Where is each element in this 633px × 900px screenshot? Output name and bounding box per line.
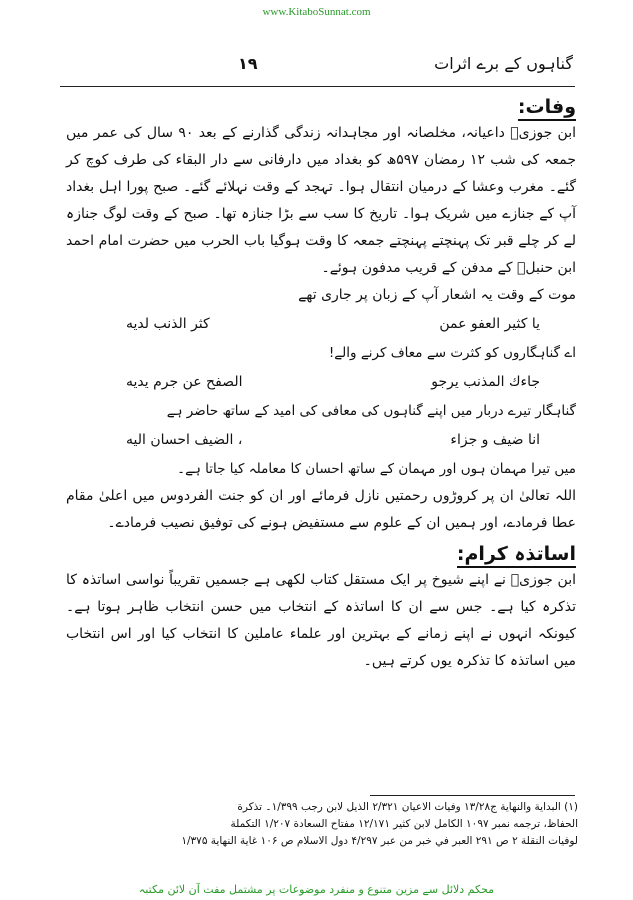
teachers-paragraph: ابن جوزیؒ نے اپنے شیوخ پر ایک مستقل کتاب لکھی ہے جسمیں تقریباً نواسی اساتذہ کا تذکرہ کیا ہے۔ جس سے ان کا اساتذہ کے انتخاب میں حسن انتخاب ظاہر ہوتا ہے۔ کیونکہ انہوں نے اپنے زمانے کے بہترین اور علماء عاملین کا انتخاب کیا اور اس انتخاب میں اساتذہ کا تذکرہ یوں کرتے ہیں۔ bbox=[66, 572, 576, 669]
death-heading: وفات: bbox=[66, 96, 576, 118]
verse-translation: میں تیرا مہمان ہوں اور مہمان کے ساتھ احسان کا معاملہ کیا جاتا ہے۔ bbox=[177, 461, 576, 477]
verse-second-half: كثر الذنب لديه bbox=[126, 316, 210, 332]
footer-banner: محکم دلائل سے مزین متنوع و منفرد موضوعات پر مشتمل مفت آن لائن مکتبہ bbox=[138, 883, 495, 896]
verse-line bbox=[66, 367, 576, 397]
footnote-line: لوفيات النقلة ۲ ص ۲۹۱ العبر في خبر من عبر ۴/۲۹۷ دول الاسلام ص ۱۰۶ غاية النهاية ۱/۳۷۵ bbox=[181, 835, 578, 847]
footnote-rule bbox=[370, 795, 575, 796]
prayer-paragraph: اللہ تعالیٰ ان پر کروڑوں رحمتیں نازل فرمائے اور ان کو جنت الفردوس میں اعلیٰ مقام عطا فرمادے، اور ہمیں ان کے علوم سے مستفیض ہونے کی توفیق نصیب فرمادے۔ bbox=[66, 488, 576, 531]
footnote-line: الحفاظ، ترجمه نمبر ۱۰۹۷ الكامل لابن كثير ۱۲/۱۷۱ مفتاح السعادة ۱/۲۰۷ التكملة bbox=[230, 818, 578, 830]
verse-translation: گناہگار تیرے دربار میں اپنے گناہوں کی معافی کی امید کے ساتھ حاضر ہے bbox=[166, 403, 576, 419]
header-rule bbox=[60, 86, 575, 87]
verse-translation: اے گناہگاروں کو کثرت سے معاف کرنے والے! bbox=[328, 345, 576, 361]
verses-intro: موت کے وقت یہ اشعار آپ کے زبان پر جاری تھے bbox=[298, 287, 576, 303]
verse-line bbox=[66, 425, 576, 455]
teachers-heading: اساتذہ کرام: bbox=[66, 543, 576, 565]
page-number: ۱۹ bbox=[238, 54, 258, 73]
footnote-line: (۱) البداية والنهاية ج۱۳/۲۸ وفيات الاعيان ۲/۳۲۱ الذيل لابن رجب ۱/۳۹۹۔ تذكرة bbox=[237, 801, 578, 813]
verse-second-half: الصفح عن جرم يديه bbox=[126, 374, 243, 390]
verse-first-half: يا كثير العفو عمن bbox=[439, 316, 540, 332]
page-header bbox=[60, 50, 573, 82]
death-paragraph: ابن جوزیؒ داعیانہ، مخلصانہ اور مجاہدانہ زندگی گذارنے کے بعد ۹۰ سال کی عمر میں جمعہ کی شب ۱۲ رمضان ۵۹۷ھ کو بغداد میں دارفانی سے دار البقاء کی طرف کوچ کر گئے۔ مغرب وعشا کے درمیان انتقال ہوا۔ تہجد کے وقت نہلائے گئے۔ صبح پورا اہل بغداد آپ کے جنازے میں شریک ہوا۔ تاریخ کا سب سے بڑا جنازہ تھا۔ صبح کے وقت لوگ جنازہ لے کر چلے قبر تک پہنچتے پہنچتے جمعہ کا وقت ہوگیا باب الحرب میں حضرت امام احمد ابن حنبلؒ کے مدفن کے قریب مدفون ہوئے۔ bbox=[66, 125, 576, 276]
verse-line bbox=[66, 309, 576, 339]
footnotes bbox=[58, 799, 578, 850]
running-title: گناہوں کے برے اثرات bbox=[434, 54, 573, 73]
verse-first-half: جاءك المذنب يرجو bbox=[431, 374, 540, 390]
page-body bbox=[66, 90, 576, 675]
verse-second-half: ، الضيف احسان اليه bbox=[126, 432, 243, 448]
verse-first-half: انا ضيف و جزاء bbox=[450, 432, 540, 448]
site-url: www.KitaboSunnat.com bbox=[262, 6, 371, 18]
